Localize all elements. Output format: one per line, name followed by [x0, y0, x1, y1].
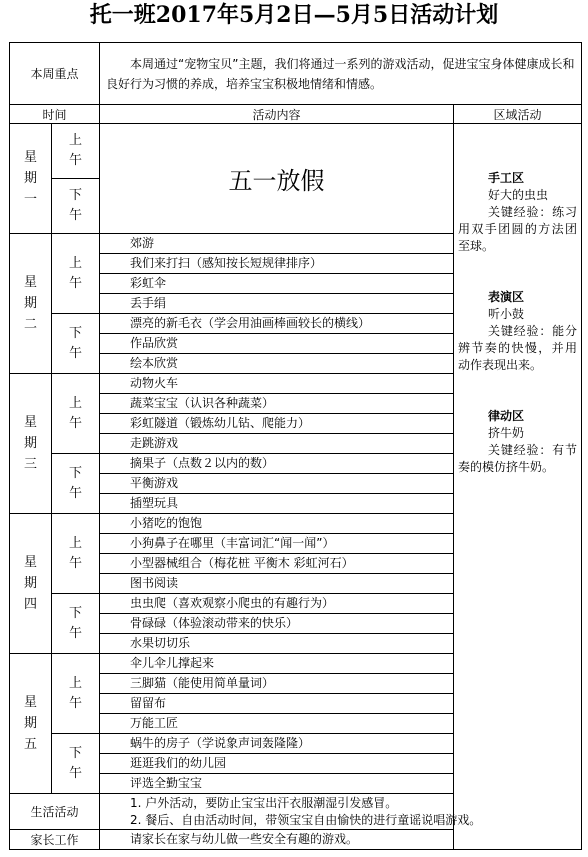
activity-item: 虫虫爬（喜欢观察小爬虫的有趣行为） — [100, 594, 454, 614]
activity-item: 彩虹隧道（锻炼幼儿钻、爬能力） — [100, 414, 454, 434]
day-label-thursday: 星 期 四 — [10, 514, 52, 654]
half-label-pm: 下 午 — [52, 734, 100, 794]
parents-row — [10, 830, 582, 850]
zone-experience: 关键经验：练习用双手团圆的方法团至球。 — [458, 205, 578, 253]
activity-item: 摘果子（点数２以内的数） — [100, 454, 454, 474]
activity-item: 插塑玩具 — [100, 494, 454, 514]
life-label: 生活活动 — [10, 794, 100, 830]
half-label-am: 上 午 — [52, 654, 100, 734]
zone-name: 听小鼓 — [488, 307, 525, 321]
zone-spacer — [458, 124, 577, 170]
half-label-pm: 下 午 — [52, 179, 100, 234]
life-item: 2. 餐后、自由活动时间，带领宝宝自由愉快的进行童谣说唱游戏。 — [130, 812, 482, 827]
activity-item: 伞儿伞儿撑起来 — [100, 654, 454, 674]
day-label-friday: 星 期 五 — [10, 654, 52, 794]
day-label-tuesday: 星 期 二 — [10, 234, 52, 374]
focus-label: 本周重点 — [10, 43, 100, 105]
day-label-monday: 星 期 一 — [10, 124, 52, 234]
half-label-pm: 下 午 — [52, 314, 100, 374]
activity-item: 逛逛我们的幼儿园 — [100, 754, 454, 774]
activity-item: 水果切切乐 — [100, 634, 454, 654]
holiday-text: 五一放假 — [100, 124, 454, 234]
activity-item: 漂亮的新毛衣（学会用油画棒画较长的横线） — [100, 314, 454, 334]
activity-item: 彩虹伞 — [100, 274, 454, 294]
life-row — [10, 794, 582, 830]
activity-item: 三脚猫（能使用简单量词） — [100, 674, 454, 694]
activity-item: 小狗鼻子在哪里（丰富词汇“闻一闻”） — [100, 534, 454, 554]
header-row — [10, 105, 582, 124]
activity-item: 万能工匠 — [100, 714, 454, 734]
activity-item: 我们来打扫（感知按长短规律排序） — [100, 254, 454, 274]
zone-spacer — [458, 255, 577, 289]
life-item: 1. 户外活动，要防止宝宝出汗衣服潮湿引发感冒。 — [130, 795, 398, 810]
parents-content: 请家长在家与幼儿做一些安全有趣的游戏。 — [100, 830, 582, 850]
life-content — [100, 794, 582, 830]
half-label-am: 上 午 — [52, 234, 100, 314]
zone-experience: 关键经验：能分辨节奏的快慢，并用动作表现出来。 — [458, 324, 578, 372]
zone-spacer — [458, 374, 577, 408]
zone-name: 好大的虫虫 — [488, 188, 549, 202]
activity-item: 动物火车 — [100, 374, 454, 394]
half-label-am: 上 午 — [52, 124, 100, 179]
monday-am-row — [10, 124, 582, 179]
half-label-am: 上 午 — [52, 374, 100, 454]
activity-item: 蜗牛的房子（学说象声词轰隆隆） — [100, 734, 454, 754]
activity-plan-table — [9, 42, 582, 850]
zone-title: 律动区 — [488, 409, 525, 423]
focus-row — [10, 43, 582, 105]
zone-name: 挤牛奶 — [488, 426, 525, 440]
activity-item: 蔬菜宝宝（认识各种蔬菜） — [100, 394, 454, 414]
activity-item: 小型器械组合（梅花桩 平衡木 彩虹河石） — [100, 554, 454, 574]
activity-item: 留留布 — [100, 694, 454, 714]
activity-item: 评选全勤宝宝 — [100, 774, 454, 794]
half-label-pm: 下 午 — [52, 594, 100, 654]
zone-title: 表演区 — [488, 290, 525, 304]
focus-text: 本周通过“宠物宝贝”主题，我们将通过一系列的游戏活动，促进宝宝身体健康成长和良好行为习惯的养成，培养宝宝积极地情绪和情感。 — [100, 43, 582, 105]
activity-item: 走跳游戏 — [100, 434, 454, 454]
zone-title: 手工区 — [488, 171, 525, 185]
day-label-wednesday: 星 期 三 — [10, 374, 52, 514]
header-content: 活动内容 — [100, 105, 454, 124]
half-label-pm: 下 午 — [52, 454, 100, 514]
activity-item: 小猪吃的饱饱 — [100, 514, 454, 534]
activity-item: 平衡游戏 — [100, 474, 454, 494]
activity-item: 骨碌碌（体验滚动带来的快乐） — [100, 614, 454, 634]
half-label-am: 上 午 — [52, 514, 100, 594]
header-time: 时间 — [10, 105, 100, 124]
page-title: 托一班2017年5月2日—5月5日活动计划 — [89, 2, 499, 28]
activity-item: 绘本欣赏 — [100, 354, 454, 374]
header-zone: 区域活动 — [454, 105, 582, 124]
activity-item: 作品欣赏 — [100, 334, 454, 354]
zone-experience: 关键经验：有节奏的模仿挤牛奶。 — [458, 443, 578, 474]
activity-item: 丢手绢 — [100, 294, 454, 314]
activity-item: 郊游 — [100, 234, 454, 254]
activity-item: 图书阅读 — [100, 574, 454, 594]
parents-label: 家长工作 — [10, 830, 100, 850]
zone-activities — [454, 124, 582, 850]
